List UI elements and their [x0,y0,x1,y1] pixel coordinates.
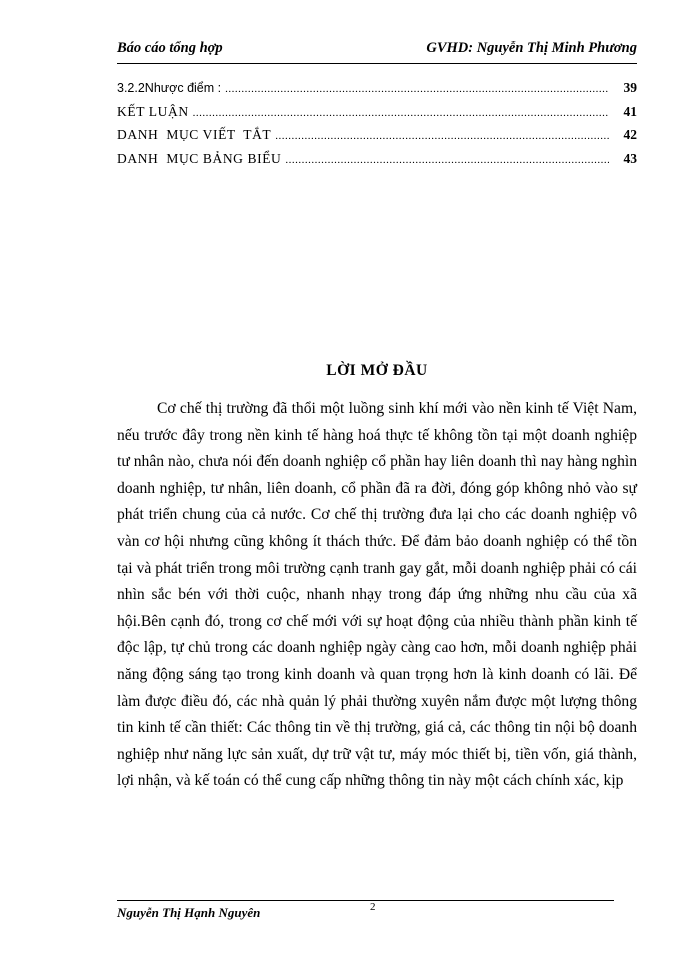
page-number: 2 [370,901,376,913]
toc-entry-page: 41 [623,103,637,119]
toc-dot-leader [193,107,609,119]
table-of-contents [117,80,637,174]
toc-entry [117,104,637,128]
toc-entry-page: 39 [623,80,637,95]
section-title: LỜI MỞ ĐẦU [326,362,428,379]
toc-dot-leader [275,130,609,142]
header-divider [117,63,637,64]
toc-entry [117,80,637,104]
toc-entry-label: DANH MỤC VIẾT TẮT [117,127,272,142]
footer-divider [117,900,614,901]
intro-paragraph: Cơ chế thị trường đã thổi một luồng sinh khí mới vào nền kinh tế Việt Nam, nếu trước đây trong nền kinh tế hàng hoá thực tế không tồn tại một doanh nghiệp tư nhân nào, chưa nói đến doanh nghiệp cổ phần hay liên doanh thì nay hàng nghìn doanh nghiệp, tư nhân, liên doanh, cổ phần đã ra đời, đóng góp không nhỏ vào sự phát triển chung của cả nước. Cơ chế thị trường đưa lại cho các doanh nghiệp vô vàn cơ hội nhưng cũng không ít thách thức. Để đảm bảo doanh nghiệp có thể tồn tại và phát triển trong môi trường cạnh tranh gay gắt, mỗi doanh nghiệp phải có cái nhìn sắc bén với thời cuộc, nhanh nhạy trong đáp ứng những nhu cầu của xã hội.Bên cạnh đó, trong cơ chế mới với sự hoạt động của nhiều thành phần kinh tế độc lập, tự chủ trong các doanh nghiệp ngày càng cao hơn, mỗi doanh nghiệp phải năng động sáng tạo trong kinh doanh và quan trọng hơn là kinh doanh có lãi. Để làm được điều đó, các nhà quản lý phải thường xuyên nắm được một lượng thông tin kinh tế cần thiết: Các thông tin về thị trường, giá cả, các thông tin nội bộ doanh nghiệp như năng lực sản xuất, dự trữ vật tư, máy móc thiết bị, tiền vốn, giá thành, lợi nhận, và kế toán có thể cung cấp những thông tin này một cách chính xác, kịp [117,400,637,790]
toc-entry-label: 3.2.2Nhược điểm : [117,81,222,95]
toc-entry [117,127,637,151]
toc-entry-label: KẾT LUẬN [117,103,189,119]
footer-author: Nguyễn Thị Hạnh Nguyên [117,905,261,920]
page-header [117,40,637,60]
toc-entry-page: 43 [623,150,637,166]
toc-entry [117,151,637,175]
toc-dot-leader [225,83,609,95]
toc-dot-leader [285,154,609,166]
toc-entry-label: DANH MỤC BẢNG BIỂU [117,150,282,166]
header-report-title: Báo cáo tổng hợp [117,40,223,56]
header-supervisor: GVHD: Nguyễn Thị Minh Phương [426,40,637,56]
toc-entry-page: 42 [623,127,637,142]
